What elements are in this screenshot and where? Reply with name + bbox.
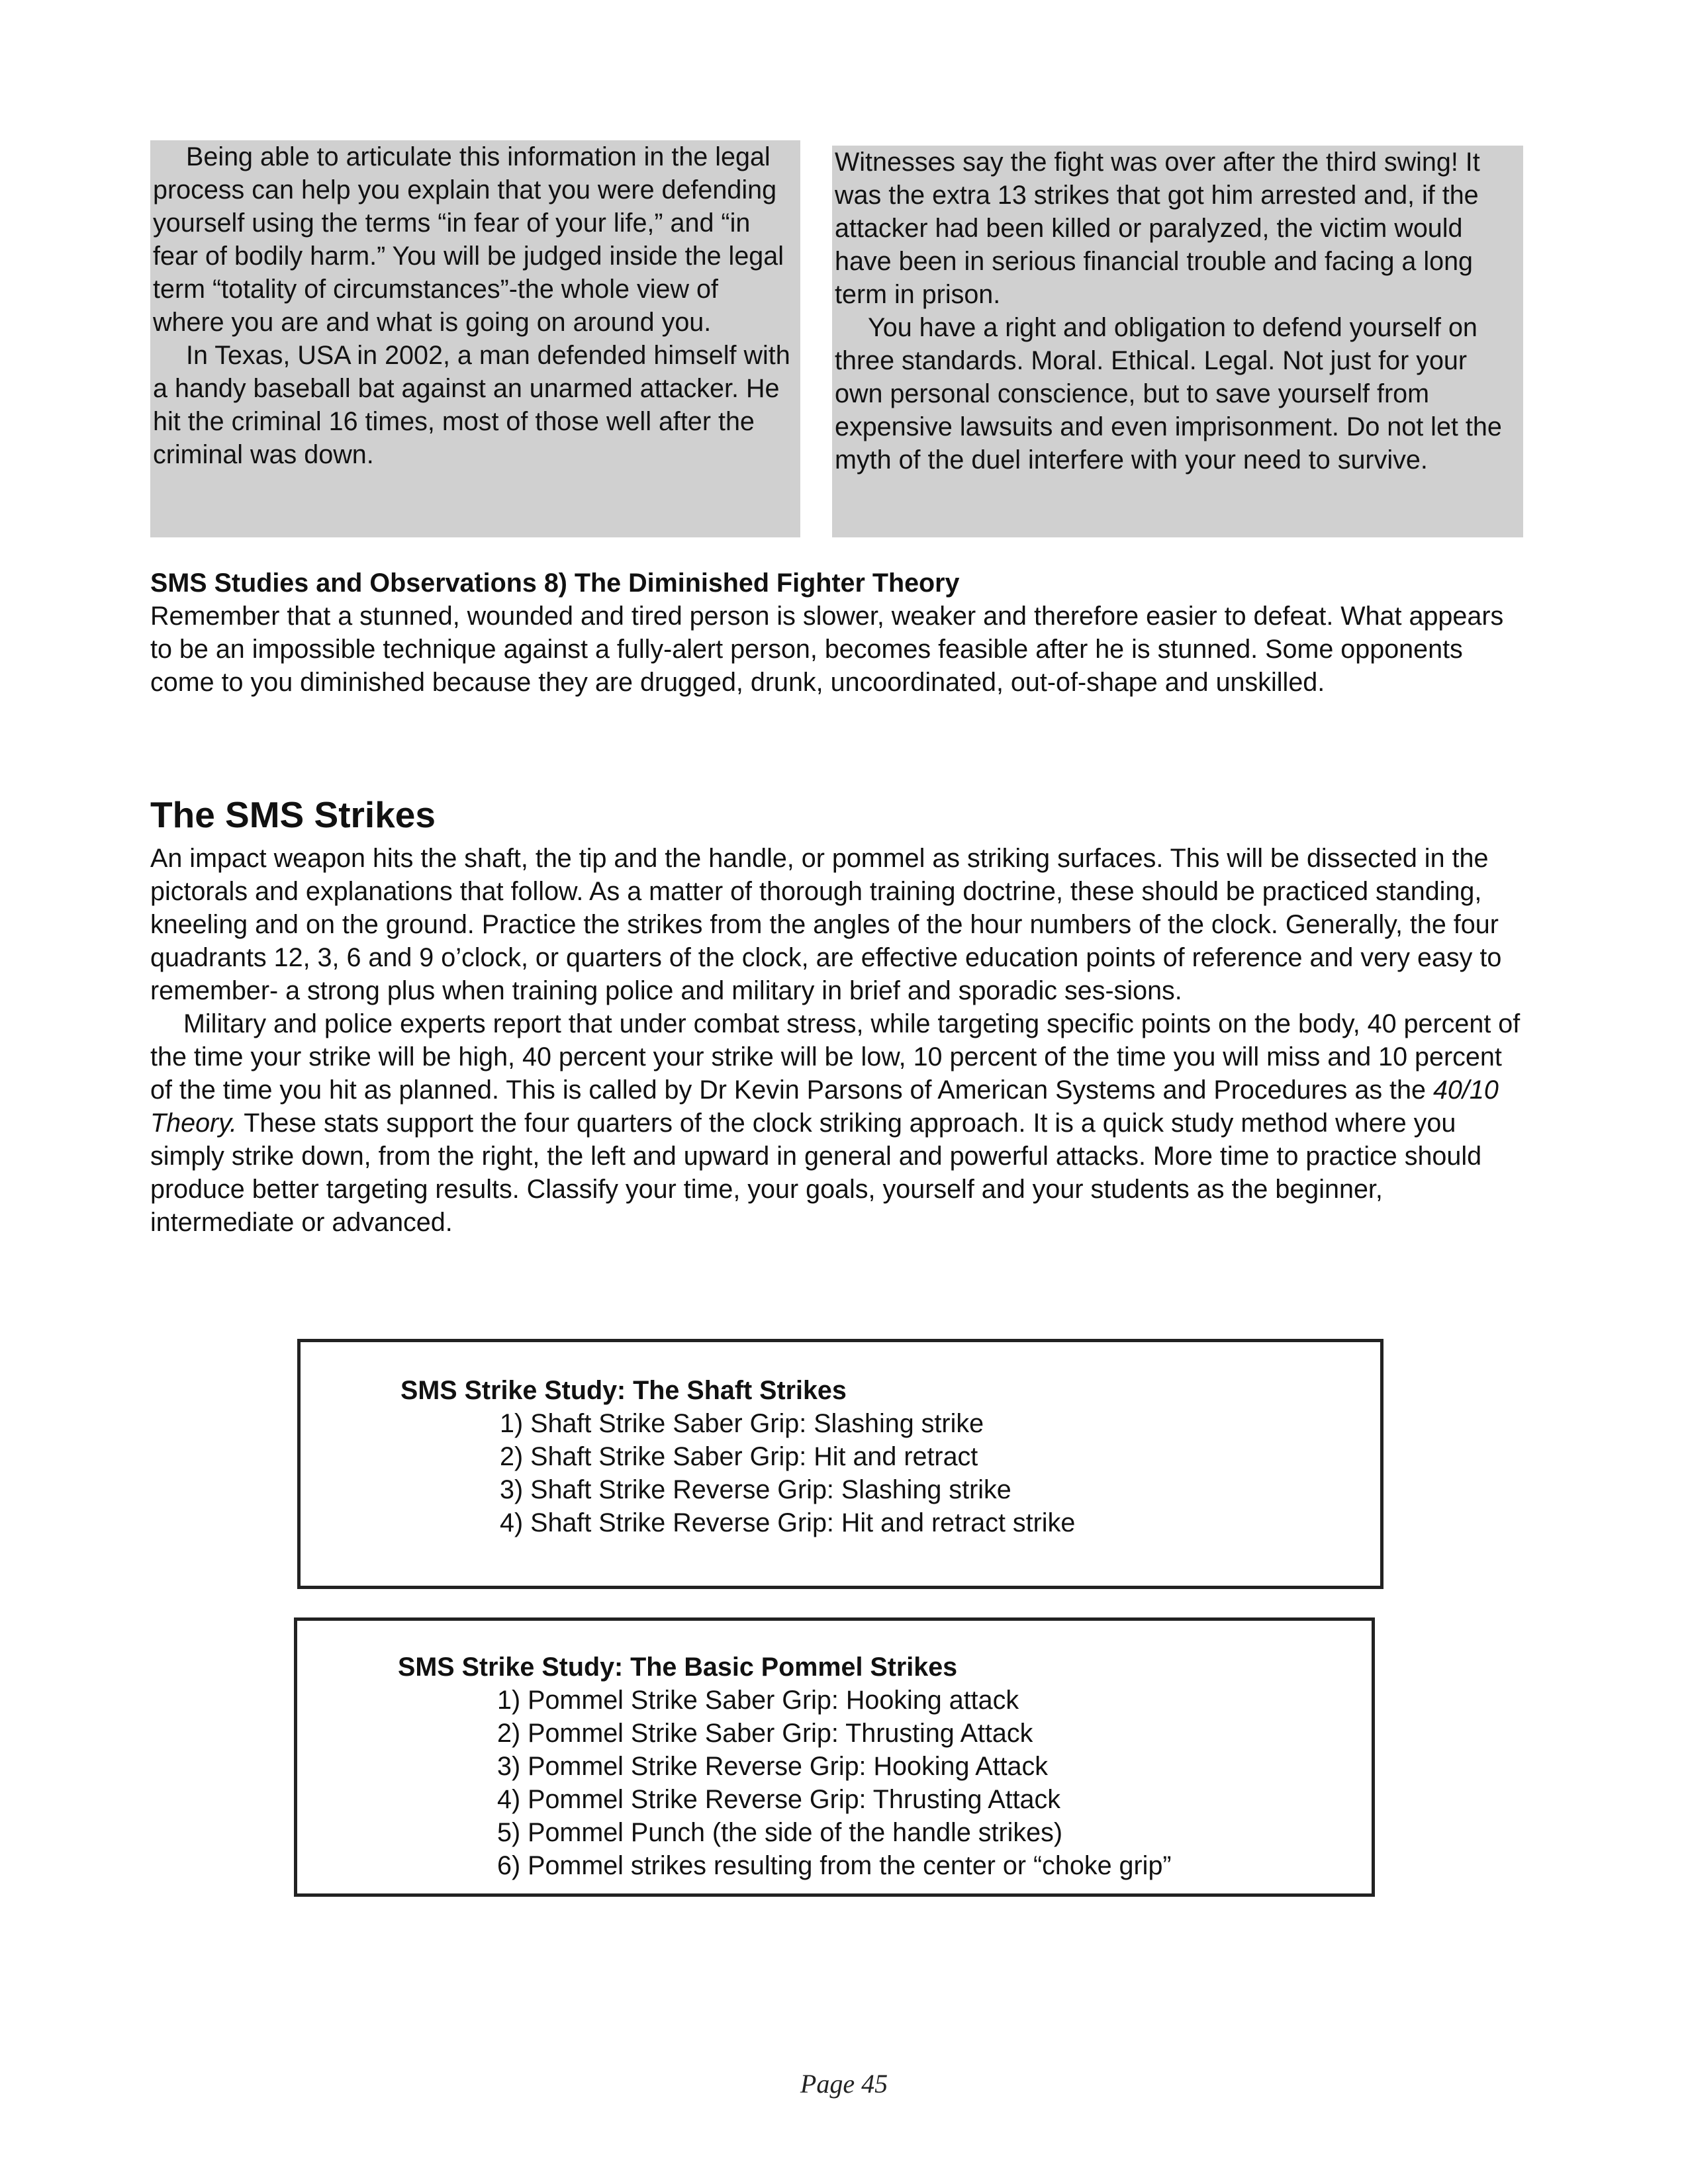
pommel-strikes-box — [294, 1617, 1375, 1897]
list-item: 1) Shaft Strike Saber Grip: Slashing strike — [500, 1409, 984, 1438]
list-item: 3) Pommel Strike Reverse Grip: Hooking Attack — [497, 1752, 1048, 1781]
right-box-paragraph: Witnesses say the fight was over after the third swing! It was the extra 13 strikes that got him arrested and, if the attacker had been killed or paralyzed, the victim would have been in serious financial trouble and facing a long term in prison. — [835, 148, 1480, 309]
strikes-paragraph-text: These stats support the four quarters of the clock striking approach. It is a quick study method where you simply strike down, from the right, the left and upward in general and powerful attacks. More time to practice should produce better targeting results. Classify your time, your goals, yourself and your students as the beginner, intermediate or advanced. — [150, 1109, 1482, 1237]
left-box-paragraph: Being able to articulate this information in the legal process can help you explain that you were defending yourself using the terms “in fear of your life,” and “in fear of bodily harm.” You will be judged inside the legal term “totality of circumstances”-the whole view of where you are and what is going on around you. — [153, 142, 784, 337]
list-item: 2) Shaft Strike Saber Grip: Hit and retract — [500, 1442, 978, 1471]
strikes-paragraph-text: Military and police experts report that under combat stress, while targeting specific points on the body, 40 percent of the time your strike will be high, 40 percent your strike will be low, 10 percent of the time you will miss and 10 percent of the time you hit as planned. This is called by Dr Kevin Parsons of American Systems and Procedures as the — [150, 1009, 1521, 1105]
strikes-paragraph: An impact weapon hits the shaft, the tip and the handle, or pommel as striking surfaces. This will be dissected in the pictorals and explanations that follow. As a matter of thorough training doctrine, these should be practiced standing, kneeling and on the ground. Practice the strikes from the angles of the hour numbers of the clock. Generally, the four quadrants 12, 3, 6 and 9 o’clock, or quarters of the clock, are effective education points of reference and very easy to remember- a strong plus when training police and military in brief and sporadic ses-sions. — [150, 844, 1502, 1005]
shaft-strikes-box — [297, 1339, 1383, 1589]
theory-name: 40/10 Theory. — [150, 1075, 1499, 1138]
list-item: 6) Pommel strikes resulting from the center or “choke grip” — [497, 1851, 1172, 1880]
page-number: Page 45 — [800, 2069, 888, 2099]
pommel-study-list — [497, 1684, 1172, 1882]
right-gray-textbox — [832, 146, 1523, 537]
list-item: 1) Pommel Strike Saber Grip: Hooking attack — [497, 1686, 1019, 1715]
section-title: The SMS Strikes — [150, 794, 436, 835]
list-item: 3) Shaft Strike Reverse Grip: Slashing strike — [500, 1475, 1011, 1504]
right-box-paragraph: You have a right and obligation to defend yourself on three standards. Moral. Ethical. Legal. Not just for your own personal conscience, but to save yourself from expensive lawsuits and even imprisonment. Do not let the myth of the duel interfere with your need to survive. — [835, 313, 1502, 475]
studies-heading: SMS Studies and Observations 8) The Diminished Fighter Theory — [150, 569, 960, 598]
list-item: 4) Pommel Strike Reverse Grip: Thrusting Attack — [497, 1785, 1061, 1814]
list-item: 5) Pommel Punch (the side of the handle strikes) — [497, 1818, 1063, 1847]
strikes-section — [150, 842, 1527, 1239]
studies-section — [150, 567, 1527, 699]
list-item: 2) Pommel Strike Saber Grip: Thrusting Attack — [497, 1719, 1033, 1748]
shaft-study-list — [500, 1407, 1075, 1539]
pommel-study-title: SMS Strike Study: The Basic Pommel Strikes — [398, 1653, 958, 1682]
shaft-study-title: SMS Strike Study: The Shaft Strikes — [400, 1376, 847, 1405]
left-gray-textbox — [150, 140, 800, 537]
list-item: 4) Shaft Strike Reverse Grip: Hit and retract strike — [500, 1508, 1076, 1537]
studies-body: Remember that a stunned, wounded and tired person is slower, weaker and therefore easier to defeat. What appears to be an impossible technique against a fully-alert person, becomes feasible after he is stunned. Some opponents come to you diminished because they are drugged, drunk, uncoordinated, out-of-shape and unskilled. — [150, 602, 1504, 697]
left-box-paragraph: In Texas, USA in 2002, a man defended himself with a handy baseball bat against an unarmed attacker. He hit the criminal 16 times, most of those well after the criminal was down. — [153, 341, 790, 469]
strikes-paragraph — [150, 1007, 1527, 1239]
